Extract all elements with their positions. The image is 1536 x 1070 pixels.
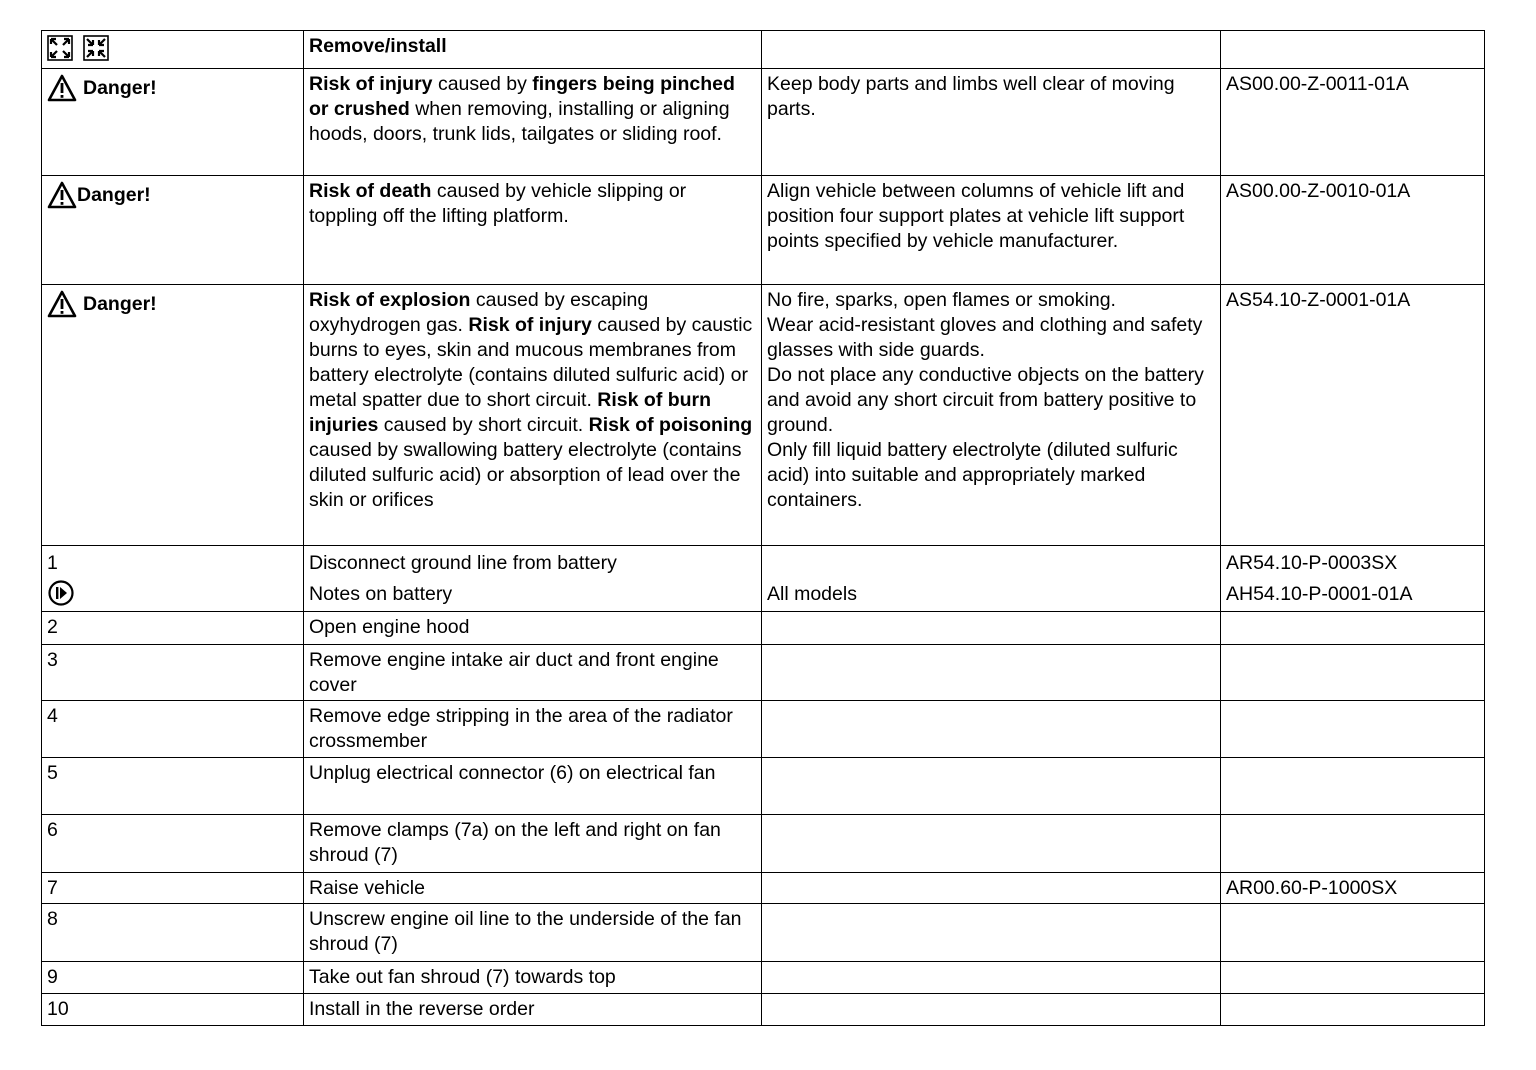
note-arrow-circle-icon[interactable] bbox=[47, 579, 298, 609]
step-remark bbox=[767, 549, 1215, 577]
step-text: Open engine hood bbox=[304, 612, 762, 645]
step-number-cell bbox=[42, 546, 304, 612]
hazard-reference-link[interactable]: AS54.10-Z-0001-01A bbox=[1226, 289, 1411, 311]
hazard-description bbox=[304, 285, 762, 546]
step-number: 2 bbox=[42, 612, 304, 645]
expand-arrows-icon[interactable] bbox=[47, 35, 73, 61]
step-remark bbox=[762, 701, 1221, 758]
hazard-text-segment: caused by vehicle slipping or toppling off the lifting platform. bbox=[309, 180, 687, 227]
hazard-label-cell bbox=[42, 285, 304, 546]
step-text: Install in the reverse order bbox=[304, 994, 762, 1026]
header-col4 bbox=[1221, 31, 1485, 69]
step-reference-link[interactable] bbox=[1221, 758, 1485, 815]
step-text: Remove edge stripping in the area of the radiator crossmember bbox=[304, 701, 762, 758]
step-remark bbox=[762, 815, 1221, 873]
step-remark bbox=[762, 873, 1221, 904]
step-row bbox=[42, 873, 1485, 904]
step-row bbox=[42, 994, 1485, 1026]
step-row bbox=[42, 758, 1485, 815]
hazard-text-segment: caused by escaping oxyhydrogen gas. bbox=[309, 289, 649, 336]
step-reference-link[interactable] bbox=[1221, 701, 1485, 758]
step-row bbox=[42, 612, 1485, 645]
step-text: Take out fan shroud (7) towards top bbox=[304, 962, 762, 994]
hazard-label-cell bbox=[42, 176, 304, 285]
step-number: 6 bbox=[42, 815, 304, 873]
hazard-measure: No fire, sparks, open flames or smoking. bbox=[767, 289, 1116, 311]
header-row bbox=[42, 31, 1485, 69]
hazard-text-segment: caused by bbox=[432, 73, 533, 95]
hazard-text-segment: Risk of burn injuries bbox=[309, 389, 712, 436]
hazard-measures bbox=[762, 285, 1221, 546]
note-text: Notes on battery bbox=[309, 583, 453, 605]
step-row bbox=[42, 815, 1485, 873]
step-reference-link[interactable] bbox=[1221, 645, 1485, 701]
warning-triangle-icon bbox=[47, 74, 77, 102]
hazard-reference-link[interactable]: AS00.00-Z-0010-01A bbox=[1226, 180, 1411, 202]
step-number: 10 bbox=[42, 994, 304, 1026]
step-row bbox=[42, 546, 1485, 612]
step-remark bbox=[762, 645, 1221, 701]
step-text: Unscrew engine oil line to the underside of the fan shroud (7) bbox=[304, 904, 762, 962]
step-reference-link[interactable] bbox=[1221, 962, 1485, 994]
step-row bbox=[42, 962, 1485, 994]
hazard-measure: Wear acid-resistant gloves and clothing and safety glasses with side guards. bbox=[767, 314, 1203, 361]
step-remark bbox=[762, 962, 1221, 994]
hazard-measure: Keep body parts and limbs well clear of moving parts. bbox=[767, 73, 1175, 120]
step-text: Disconnect ground line from battery bbox=[309, 552, 617, 574]
hazard-row bbox=[42, 69, 1485, 176]
step-remark-cell bbox=[762, 546, 1221, 612]
step-reference-link[interactable]: AR54.10-P-0003SX bbox=[1226, 552, 1398, 574]
note-models: All models bbox=[767, 583, 857, 605]
hazard-text-segment: Risk of poisoning bbox=[588, 414, 753, 436]
hazard-row bbox=[42, 176, 1485, 285]
hazard-text-segment: caused by caustic burns to eyes, skin and mucous membranes from battery electrolyte (contains diluted sulfuric acid) or metal spatter due to short circuit. bbox=[309, 314, 753, 411]
hazard-text-segment: Risk of injury bbox=[468, 314, 592, 336]
procedure-table bbox=[41, 30, 1485, 1026]
step-text: Raise vehicle bbox=[304, 873, 762, 904]
hazard-text-segment: Risk of injury bbox=[309, 73, 433, 95]
step-row bbox=[42, 645, 1485, 701]
hazard-reference[interactable] bbox=[1221, 285, 1485, 546]
hazard-row bbox=[42, 285, 1485, 546]
step-remark bbox=[762, 994, 1221, 1026]
hazard-label: Danger! bbox=[83, 292, 157, 315]
step-text: Unplug electrical connector (6) on electrical fan bbox=[304, 758, 762, 815]
warning-triangle-icon bbox=[47, 290, 77, 318]
step-number: 9 bbox=[42, 962, 304, 994]
step-reference-cell[interactable] bbox=[1221, 546, 1485, 612]
hazard-measures bbox=[762, 176, 1221, 285]
step-number: 3 bbox=[42, 645, 304, 701]
step-text: Remove clamps (7a) on the left and right on fan shroud (7) bbox=[304, 815, 762, 873]
hazard-label: Danger! bbox=[77, 183, 151, 206]
hazard-description bbox=[304, 69, 762, 176]
step-text-cell bbox=[304, 546, 762, 612]
hazard-reference[interactable] bbox=[1221, 69, 1485, 176]
hazard-description bbox=[304, 176, 762, 285]
hazard-label-cell bbox=[42, 69, 304, 176]
hazard-text-segment: fingers being pinched or crushed bbox=[309, 73, 735, 120]
step-reference-link[interactable] bbox=[1221, 612, 1485, 645]
hazard-label: Danger! bbox=[83, 76, 157, 99]
hazard-measure: Do not place any conductive objects on the battery and avoid any short circuit from battery positive to ground. bbox=[767, 364, 1204, 436]
hazard-text-segment: caused by short circuit. bbox=[378, 414, 589, 436]
step-row bbox=[42, 904, 1485, 962]
step-remark bbox=[762, 904, 1221, 962]
step-number: 8 bbox=[42, 904, 304, 962]
step-number: 1 bbox=[47, 552, 58, 574]
collapse-arrows-icon[interactable] bbox=[83, 35, 109, 61]
hazard-text-segment: caused by swallowing battery electrolyte (contains diluted sulfuric acid) or absorption of lead over the skin or orifices bbox=[309, 439, 742, 511]
header-title: Remove/install bbox=[304, 31, 762, 69]
step-remark bbox=[762, 612, 1221, 645]
note-reference-link[interactable]: AH54.10-P-0001-01A bbox=[1226, 583, 1413, 605]
hazard-measures bbox=[762, 69, 1221, 176]
hazard-measure: Only fill liquid battery electrolyte (diluted sulfuric acid) into suitable and appropriately marked containers. bbox=[767, 439, 1178, 511]
step-number: 7 bbox=[42, 873, 304, 904]
hazard-text-segment: Risk of explosion bbox=[309, 289, 471, 311]
header-icons-cell bbox=[42, 31, 304, 69]
hazard-measure: Align vehicle between columns of vehicle lift and position four support plates at vehicle lift support points specified by vehicle manufacturer. bbox=[767, 180, 1185, 252]
step-number: 4 bbox=[42, 701, 304, 758]
hazard-text-segment: when removing, installing or aligning hoods, doors, trunk lids, tailgates or sliding roof. bbox=[309, 98, 730, 145]
warning-triangle-icon bbox=[47, 181, 77, 209]
step-number: 5 bbox=[42, 758, 304, 815]
step-reference-link[interactable]: AR00.60-P-1000SX bbox=[1221, 873, 1485, 904]
hazard-reference-link[interactable]: AS00.00-Z-0011-01A bbox=[1226, 73, 1409, 95]
step-remark bbox=[762, 758, 1221, 815]
step-row bbox=[42, 701, 1485, 758]
hazard-text-segment: Risk of death bbox=[309, 180, 432, 202]
step-reference-link[interactable] bbox=[1221, 815, 1485, 873]
header-col3 bbox=[762, 31, 1221, 69]
step-reference-link[interactable] bbox=[1221, 904, 1485, 962]
step-reference-link[interactable] bbox=[1221, 994, 1485, 1026]
step-text: Remove engine intake air duct and front engine cover bbox=[304, 645, 762, 701]
hazard-reference[interactable] bbox=[1221, 176, 1485, 285]
